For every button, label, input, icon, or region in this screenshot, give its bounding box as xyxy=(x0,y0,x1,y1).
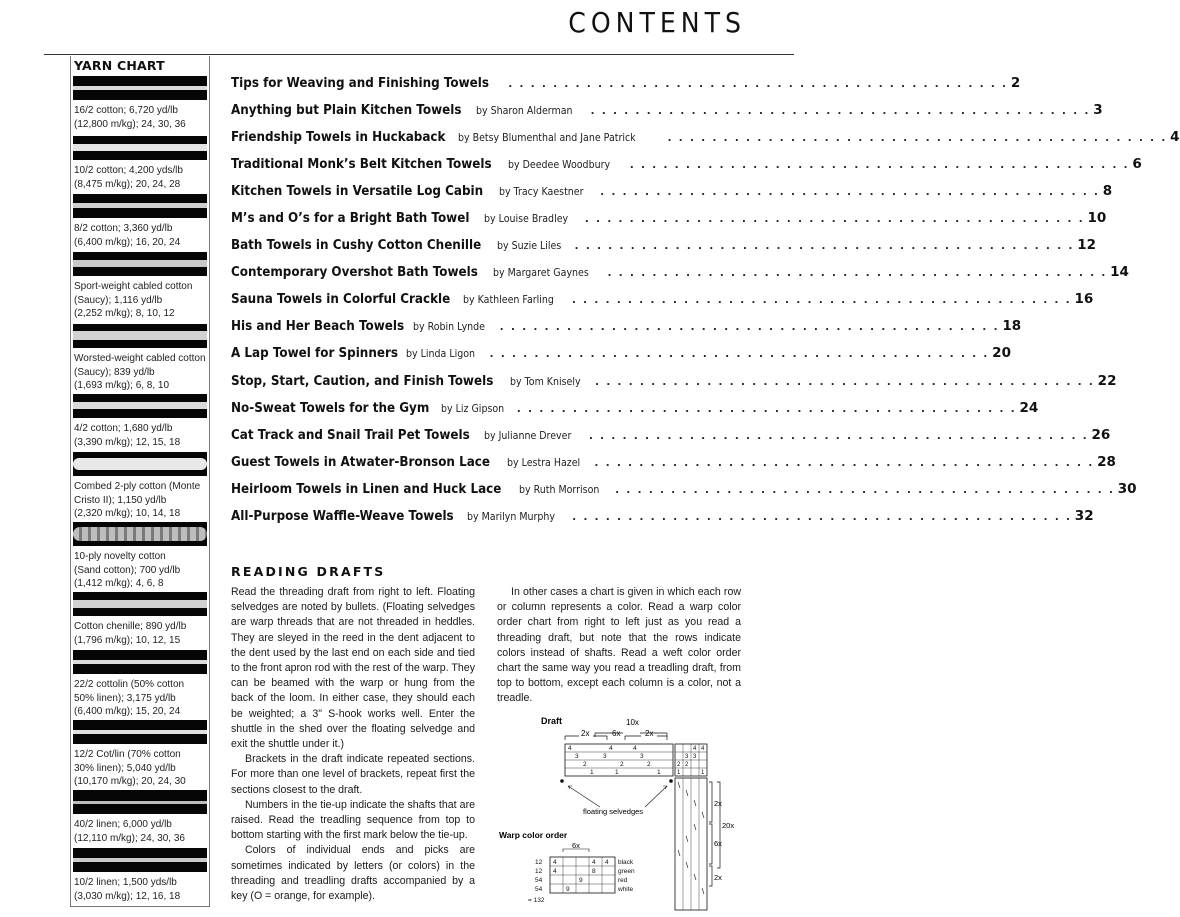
toc-entry-title: Guest Towels in Atwater-Bronson Lace xyxy=(231,454,490,470)
toc-leader-dots: . . . . . . . . . . . . . . . . . . . . . . . . . . . . . . . . . . . . . . . . . . . . . xyxy=(489,345,990,361)
toc-leader-dots: . . . . . . . . . . . . . . . . . . . . . . . . . . . . . . . . . . . . . . . . . . . . . xyxy=(615,480,1115,496)
warp-count: 54 xyxy=(535,886,543,893)
svg-text:1: 1 xyxy=(590,769,594,776)
toc-leader-dots: . . . . . . . . . . . . . . . . . . . . . . . . . . . . . . . . . . . . . . . . . . . . . xyxy=(595,372,1095,388)
warp-count: 12 xyxy=(535,859,543,866)
yarn-desc-line: (1,412 m/kg); 4, 6, 8 xyxy=(74,578,164,589)
yarn-desc-line: Cristo II); 1,150 yd/lb xyxy=(74,494,167,506)
toc-entry[interactable] xyxy=(231,264,1129,291)
toc-entry-title: Tips for Weaving and Finishing Towels xyxy=(231,76,490,91)
treadling-repeat-label: 20x xyxy=(722,821,735,830)
yarn-desc-line: (3,030 m/kg); 12, 16, 18 xyxy=(74,890,181,902)
svg-text:4: 4 xyxy=(701,746,705,752)
toc-entry-page: 20 xyxy=(992,345,1011,362)
warp-color-name: white xyxy=(618,886,634,893)
selvedge-bullet xyxy=(669,779,673,783)
yarn-sample-image xyxy=(73,252,207,276)
warp-cell: 4 xyxy=(553,859,557,866)
yarn-chart xyxy=(70,56,210,907)
draft-diagram xyxy=(495,712,755,912)
toc-leader-dots: . . . . . . . . . . . . . . . . . . . . . . . . . . . . . . . . . . . . . . . . . . . . . xyxy=(589,426,1089,442)
svg-text:2: 2 xyxy=(583,761,587,768)
draft-label: Draft xyxy=(541,716,563,726)
toc-entry-page: 10 xyxy=(1087,210,1107,227)
toc-entry-author: by Lestra Hazel xyxy=(506,455,580,469)
toc-entry-author: by Liz Gipson xyxy=(440,401,504,415)
body-paragraph: Numbers in the tie-up indicate the shafts that are raised. Read the treadling sequence from top to bottom starting with the first mark below the tie-up. xyxy=(231,798,475,842)
yarn-desc-line: (1,796 m/kg); 10, 12, 15 xyxy=(74,634,181,646)
page-title: CONTENTS xyxy=(568,6,746,39)
reading-drafts-right-column xyxy=(497,585,741,707)
toc-entry[interactable] xyxy=(231,183,1113,210)
yarn-desc-line: 50% linen); 3,175 yd/lb xyxy=(74,692,176,704)
warp-cell: 9 xyxy=(566,886,570,893)
toc-entry-title: Sauna Towels in Colorful Crackle xyxy=(231,292,451,308)
svg-text:4: 4 xyxy=(568,745,572,752)
toc-entry[interactable] xyxy=(231,210,1107,237)
toc-entry-author: by Julianne Drever xyxy=(484,428,572,442)
toc-leader-dots: . . . . . . . . . . . . . . . . . . . . . . . . . . . . . . . . . . . . . . . . . . . . . xyxy=(499,318,1000,334)
yarn-desc-line: Combed 2-ply cotton (Monte xyxy=(74,481,201,492)
yarn-desc-line: 12/2 Cot/lin (70% cotton xyxy=(74,749,181,760)
yarn-sample-image xyxy=(73,848,207,872)
yarn-entry xyxy=(71,790,209,845)
toc-entry-author: by Kathleen Farling xyxy=(463,293,555,307)
toc-entry[interactable] xyxy=(231,102,1103,129)
body-paragraph: Colors of individual ends and picks are sometimes indicated by letters (or colors) in the threading and treadling drafts accompanied by a key (O = orange, for example). xyxy=(231,844,475,903)
svg-text:4: 4 xyxy=(633,745,637,752)
yarn-entry xyxy=(71,252,209,321)
draft-repeat-label: 2x xyxy=(581,729,590,738)
svg-text:3: 3 xyxy=(640,753,644,760)
yarn-desc-line: 10/2 cotton; 4,200 yds/lb xyxy=(74,165,183,176)
yarn-sample-image xyxy=(73,394,207,418)
yarn-desc-line: 16/2 cotton; 6,720 yd/lb xyxy=(74,105,178,116)
toc-entry[interactable] xyxy=(231,237,1097,264)
toc-entry-page: 28 xyxy=(1097,453,1116,470)
yarn-desc-line: (1,693 m/kg); 6, 8, 10 xyxy=(74,380,170,391)
treadling-repeat-label: 6x xyxy=(714,839,722,848)
yarn-desc-line: (2,320 m/kg); 10, 14, 18 xyxy=(74,508,181,519)
toc-entry-title: Cat Track and Snail Trail Pet Towels xyxy=(231,427,470,443)
svg-text:1: 1 xyxy=(657,769,661,776)
toc-entry-author: by Suzie Liles xyxy=(496,239,562,253)
yarn-desc-line: (8,475 m/kg); 20, 24, 28 xyxy=(74,178,181,190)
toc-entry-title: Stop, Start, Caution, and Finish Towels xyxy=(231,373,494,389)
yarn-desc-line: 30% linen); 5,040 yd/lb xyxy=(74,762,176,774)
toc-entry-page: 16 xyxy=(1074,291,1094,308)
toc-entry-page: 22 xyxy=(1097,372,1117,389)
yarn-entry xyxy=(71,136,209,191)
toc-entry-page: 30 xyxy=(1117,480,1137,497)
toc-entry[interactable] xyxy=(231,156,1142,183)
yarn-desc-line: (6,400 m/kg); 16, 20, 24 xyxy=(74,236,181,248)
toc-entry-title: A Lap Towel for Spinners xyxy=(231,346,398,362)
yarn-desc-line: (Saucy); 839 yd/lb xyxy=(74,366,155,378)
yarn-desc-line: 10-ply novelty cotton xyxy=(74,551,166,562)
toc-entry-author: by Louise Bradley xyxy=(484,212,569,226)
tie-up xyxy=(675,744,707,776)
body-paragraph: Read the threading draft from right to left. Floating selvedges are noted by bullets. (Floating selvedges are warp threads that are not threaded in heddles. They are sleyed in the reed in the dent adjacent to the dent used by the last end on each side and tied to the front apron rod with the rest of the warp. They can be beamed with the warp or hung from the back of the loom. In either case, they should each be weighted; a 3" S-hook works well. Enter the shuttle in the shed over the floating selvedge and exit the shuttle under it.) xyxy=(231,586,475,751)
yarn-desc-line: 8/2 cotton; 3,360 yd/lb xyxy=(74,223,173,234)
threading-draft xyxy=(565,744,673,776)
toc-entry[interactable] xyxy=(231,453,1116,481)
toc-leader-dots: . . . . . . . . . . . . . . . . . . . . . . . . . . . . . . . . . . . . . . . . . . . . . xyxy=(594,453,1095,469)
yarn-entry xyxy=(71,650,209,719)
yarn-desc-line: (12,110 m/kg); 24, 30, 36 xyxy=(74,832,185,844)
yarn-desc-line: (6,400 m/kg); 15, 20, 24 xyxy=(74,706,181,717)
yarn-entry xyxy=(71,324,209,393)
selvedge-label: floating selvedges xyxy=(583,807,644,816)
toc-entry-title: M’s and O’s for a Bright Bath Towel xyxy=(231,211,470,227)
toc-entry-author: by Tracy Kaestner xyxy=(499,185,584,199)
toc-leader-dots: . . . . . . . . . . . . . . . . . . . . . . . . . . . . . . . . . . . . . . . . . . . . . xyxy=(607,264,1108,280)
yarn-entry xyxy=(71,452,209,521)
warp-cell: 4 xyxy=(553,868,557,875)
warp-color-name: red xyxy=(618,877,628,884)
svg-text:1: 1 xyxy=(701,770,705,776)
toc-entry-title: All-Purpose Waffle-Weave Towels xyxy=(231,508,454,524)
toc-entry-page: 8 xyxy=(1102,183,1113,200)
toc-entry[interactable] xyxy=(231,129,1180,156)
toc-entry-title: Traditional Monk’s Belt Kitchen Towels xyxy=(231,157,492,173)
warp-total: = 132 xyxy=(528,897,545,904)
toc-entry-page: 32 xyxy=(1074,507,1094,524)
yarn-sample-image xyxy=(73,592,207,616)
yarn-sample-image xyxy=(73,720,207,744)
yarn-desc-line: (2,252 m/kg); 8, 10, 12 xyxy=(74,308,175,319)
yarn-desc-line: (Sand cotton); 700 yd/lb xyxy=(74,564,181,576)
warp-cell: 4 xyxy=(605,859,609,866)
svg-text:2: 2 xyxy=(685,762,689,768)
toc-entry-title: No-Sweat Towels for the Gym xyxy=(231,400,430,416)
toc-leader-dots: . . . . . . . . . . . . . . . . . . . . . . . . . . . . . . . . . . . . . . . . . . . . . xyxy=(585,210,1085,226)
warp-count: 12 xyxy=(535,868,543,875)
toc-leader-dots: . . . . . . . . . . . . . . . . . . . . . . . . . . . . . . . . . . . . . . . . . . . . . xyxy=(667,129,1168,145)
yarn-sample-image xyxy=(73,452,207,476)
svg-text:3: 3 xyxy=(693,754,697,760)
toc-entry-page: 18 xyxy=(1002,318,1022,335)
toc-entry[interactable] xyxy=(231,399,1039,427)
warp-count: 54 xyxy=(535,877,543,884)
toc-entry-page: 14 xyxy=(1110,264,1129,281)
toc-entry-page: 24 xyxy=(1019,399,1039,416)
toc-entry[interactable] xyxy=(231,75,1021,102)
toc-leader-dots: . . . . . . . . . . . . . . . . . . . . . . . . . . . . . . . . . . . . . . . . . . . . . xyxy=(572,507,1072,523)
toc-entry-page: 2 xyxy=(1010,75,1021,91)
yarn-desc-line: (Saucy); 1,116 yd/lb xyxy=(74,294,163,306)
toc-entry-author: by Robin Lynde xyxy=(413,320,486,334)
toc-entry-author: by Ruth Morrison xyxy=(518,482,600,496)
yarn-desc-line: (10,170 m/kg); 20, 24, 30 xyxy=(74,776,186,787)
toc-entry-author: by Sharon Alderman xyxy=(475,104,573,118)
warp-color-table xyxy=(528,857,635,904)
toc-entry[interactable] xyxy=(231,507,1094,535)
yarn-entry xyxy=(71,592,209,647)
yarn-sample-image xyxy=(73,324,207,348)
toc-entry-author: by Betsy Blumenthal and Jane Patrick xyxy=(458,131,636,145)
toc-entry-author: by Tom Knisely xyxy=(510,374,581,388)
toc-entry-title: Kitchen Towels in Versatile Log Cabin xyxy=(231,184,484,200)
toc-entry-author: by Deedee Woodbury xyxy=(508,158,611,172)
draft-repeat-label: 6x xyxy=(612,729,621,738)
svg-text:4: 4 xyxy=(693,746,697,752)
yarn-sample-image xyxy=(73,76,207,100)
svg-text:4: 4 xyxy=(609,745,613,752)
yarn-desc-line: (12,800 m/kg); 24, 30, 36 xyxy=(74,118,186,130)
toc-leader-dots: . . . . . . . . . . . . . . . . . . . . . . . . . . . . . . . . . . . . . . . . . . . . . xyxy=(572,291,1072,307)
yarn-entry xyxy=(71,194,209,249)
warp-color-order-label: Warp color order xyxy=(499,830,568,840)
yarn-desc-line: 4/2 cotton; 1,680 yd/lb xyxy=(74,423,173,434)
toc-entry-page: 3 xyxy=(1093,102,1103,119)
body-paragraph: Brackets in the draft indicate repeated sections. For more than one level of brackets, repeat first the sections closest to the draft. xyxy=(231,753,475,796)
body-paragraph: In other cases a chart is given in which each row or column represents a color. Read a warp color order chart from right to left just as you read a threading draft, but note that the rows indicate colors instead of shafts. Read a weft color order chart the same way you read a treadling draft, from top to bottom, except each column is a color, not a treadle. xyxy=(497,586,741,705)
toc-entry[interactable] xyxy=(231,372,1117,400)
yarn-desc-line: 10/2 linen; 1,500 yds/lb xyxy=(74,877,177,888)
yarn-desc-line: (3,390 m/kg); 12, 15, 18 xyxy=(74,436,181,448)
svg-text:1: 1 xyxy=(677,770,681,776)
toc-entry-page: 26 xyxy=(1091,426,1111,443)
toc-entry[interactable] xyxy=(231,291,1094,318)
toc-leader-dots: . . . . . . . . . . . . . . . . . . . . . . . . . . . . . . . . . . . . . . . . . . . . . xyxy=(590,102,1091,118)
yarn-chart-title: YARN CHART xyxy=(74,58,165,73)
treadling-repeat-label: 2x xyxy=(714,799,722,808)
toc-entry-author: by Marilyn Murphy xyxy=(467,509,556,523)
selvedge-bullet xyxy=(560,779,564,783)
toc-leader-dots: . . . . . . . . . . . . . . . . . . . . . . . . . . . . . . . . . . . . . . . . . . . . . xyxy=(600,183,1100,199)
table-of-contents xyxy=(231,75,1180,535)
yarn-sample-image xyxy=(73,650,207,674)
toc-entry-title: Heirloom Towels in Linen and Huck Lace xyxy=(231,481,502,497)
svg-text:3: 3 xyxy=(685,754,689,760)
toc-entry[interactable] xyxy=(231,426,1111,454)
svg-text:3: 3 xyxy=(603,753,607,760)
warp-repeat-label: 6x xyxy=(572,841,580,850)
toc-entry-page: 4 xyxy=(1170,129,1180,146)
toc-entry-title: Bath Towels in Cushy Cotton Chenille xyxy=(231,238,482,254)
svg-text:3: 3 xyxy=(575,753,579,760)
warp-cell: 9 xyxy=(579,877,583,884)
yarn-desc-line: Worsted-weight cabled cotton xyxy=(74,353,206,364)
yarn-desc-line: 22/2 cottolin (50% cotton xyxy=(74,679,185,690)
toc-entry-title: His and Her Beach Towels xyxy=(231,319,405,335)
yarn-sample-image xyxy=(73,790,207,814)
svg-text:2: 2 xyxy=(647,761,651,768)
warp-cell: 8 xyxy=(592,868,596,875)
yarn-sample-image xyxy=(73,136,207,160)
toc-leader-dots: . . . . . . . . . . . . . . . . . . . . . . . . . . . . . . . . . . . . . . . . . . . . . xyxy=(508,75,1008,90)
reading-drafts-left-column xyxy=(231,585,475,904)
warp-cell: 4 xyxy=(592,859,596,866)
yarn-desc-line: Cotton chenille; 890 yd/lb xyxy=(74,621,187,632)
svg-text:2: 2 xyxy=(677,762,681,768)
toc-leader-dots: . . . . . . . . . . . . . . . . . . . . . . . . . . . . . . . . . . . . . . . . . . . . . xyxy=(574,237,1075,253)
toc-entry-title: Contemporary Overshot Bath Towels xyxy=(231,265,478,281)
draft-repeat-label: 2x xyxy=(645,729,654,738)
toc-entry[interactable] xyxy=(231,345,1011,372)
toc-leader-dots: . . . . . . . . . . . . . . . . . . . . . . . . . . . . . . . . . . . . . . . . . . . . . xyxy=(517,399,1017,415)
reading-drafts-heading: READING DRAFTS xyxy=(231,564,386,579)
yarn-sample-image xyxy=(73,522,207,546)
warp-color-name: black xyxy=(618,859,634,866)
yarn-entry xyxy=(71,76,209,131)
toc-entry-author: by Linda Ligon xyxy=(406,347,476,361)
yarn-entry xyxy=(71,522,209,591)
toc-entry[interactable] xyxy=(231,318,1022,345)
treadling-draft xyxy=(675,778,734,910)
draft-repeat-label: 10x xyxy=(626,718,639,727)
svg-text:2: 2 xyxy=(620,761,624,768)
svg-text:1: 1 xyxy=(615,769,619,776)
toc-entry-title: Anything but Plain Kitchen Towels xyxy=(231,103,462,119)
toc-entry-page: 6 xyxy=(1132,156,1142,173)
title-rule xyxy=(44,54,794,55)
treadling-repeat-label: 2x xyxy=(714,873,722,882)
yarn-entry xyxy=(71,394,209,449)
toc-entry-title: Friendship Towels in Huckaback xyxy=(231,130,446,146)
toc-entry-author: by Margaret Gaynes xyxy=(493,266,590,280)
yarn-desc-line: 40/2 linen; 6,000 yd/lb xyxy=(74,819,172,830)
yarn-desc-line: Sport-weight cabled cotton xyxy=(74,281,193,292)
yarn-entry xyxy=(71,720,209,789)
yarn-entry xyxy=(71,848,209,903)
floating-selvedges xyxy=(560,779,673,816)
toc-entry[interactable] xyxy=(231,480,1137,508)
warp-color-name: green xyxy=(618,868,635,875)
toc-leader-dots: . . . . . . . . . . . . . . . . . . . . . . . . . . . . . . . . . . . . . . . . . . . . . xyxy=(629,156,1130,172)
yarn-sample-image xyxy=(73,194,207,218)
toc-entry-page: 12 xyxy=(1077,237,1097,254)
